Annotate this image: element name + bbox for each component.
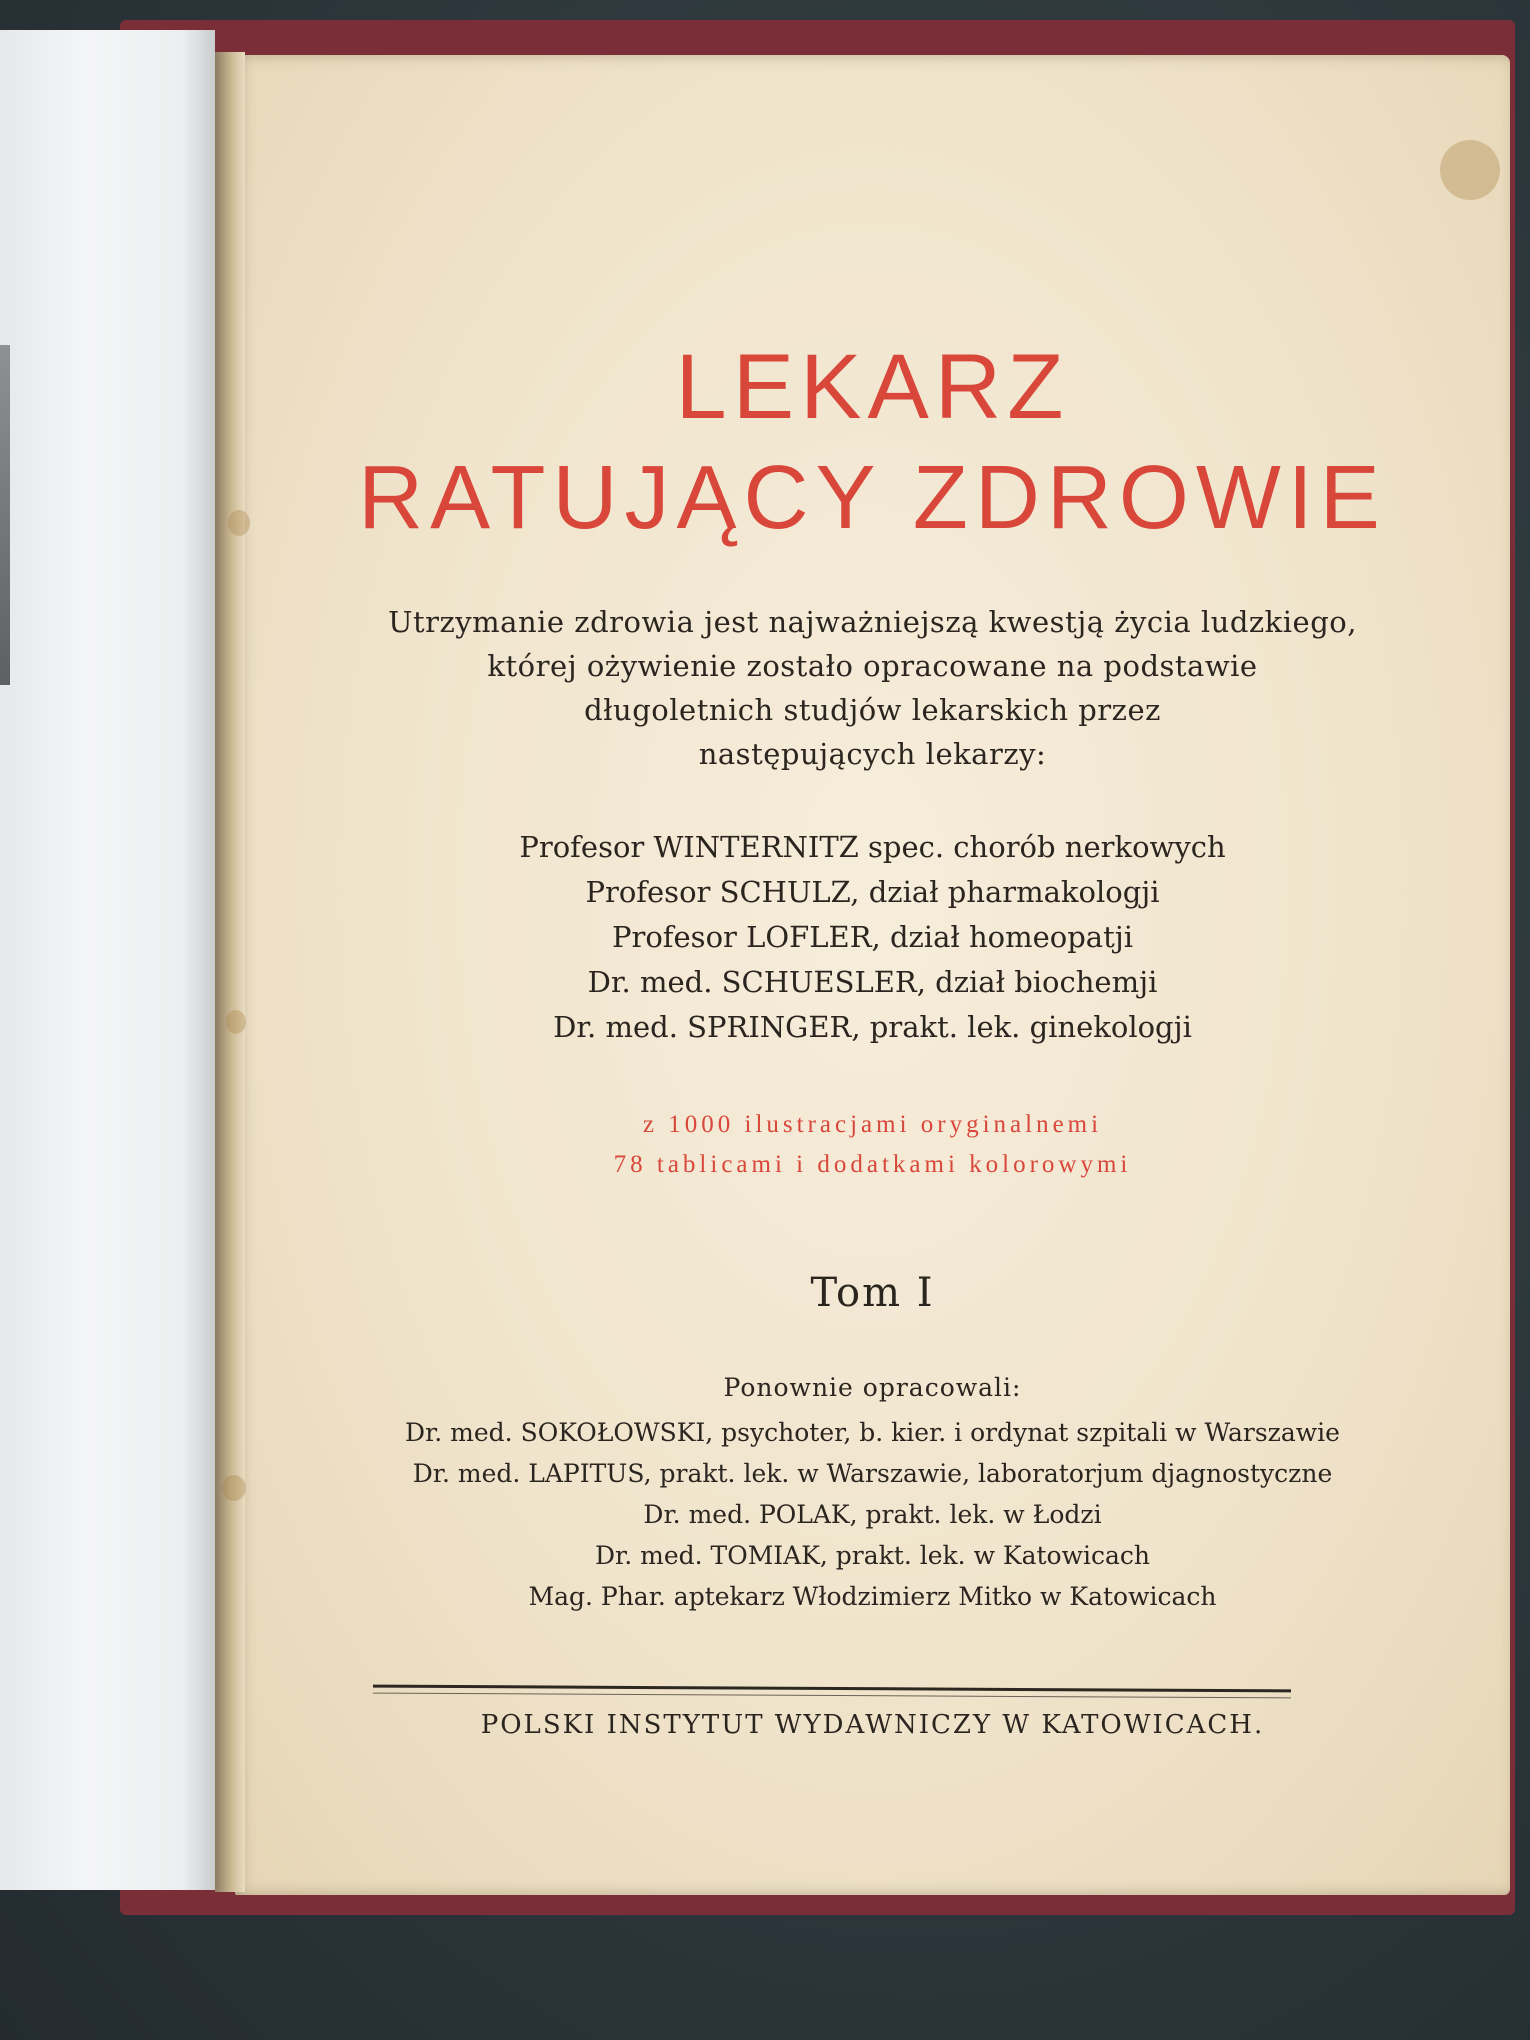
left-blank-page [0, 30, 215, 1890]
intro-line: następujących lekarzy: [698, 737, 1047, 771]
intro-line: której ożywienie zostało opracowane na podstawie [487, 649, 1258, 683]
book-title-line-1: LEKARZ [675, 336, 1070, 438]
book-title-line-2: RATUJĄCY ZDROWIE [358, 448, 1387, 548]
editor-line: Mag. Phar. aptekarz Włodzimierz Mitko w Katowicach [528, 1582, 1217, 1611]
intro-line: Utrzymanie zdrowia jest najważniejszą kwestją życia ludzkiego, [388, 605, 1357, 639]
intro-paragraph [355, 600, 1390, 776]
illustrations-line: 78 tablicami i dodatkami kolorowymi [613, 1151, 1132, 1178]
editor-line: Dr. med. SOKOŁOWSKI, psychoter, b. kier. i ordynat szpitali w Warszawie [405, 1418, 1340, 1447]
left-plate-edge [0, 345, 10, 685]
author-line: Dr. med. SCHUESLER, dział biochemji [587, 965, 1158, 999]
volume-label: Tom I [810, 1270, 935, 1316]
editor-line: Dr. med. LAPITUS, prakt. lek. w Warszawie, laboratorjum djagnostyczne [412, 1459, 1333, 1488]
authors-list [355, 825, 1390, 1050]
editors-list [315, 1412, 1430, 1617]
publisher-rule-thick [373, 1685, 1291, 1693]
editor-line: Dr. med. TOMIAK, prakt. lek. w Katowicach [594, 1541, 1151, 1570]
reedited-heading: Ponownie opracowali: [723, 1373, 1022, 1402]
publisher-rule-thin [373, 1693, 1291, 1699]
intro-line: długoletnich studjów lekarskich przez [584, 693, 1161, 727]
editor-line: Dr. med. POLAK, prakt. lek. w Łodzi [643, 1500, 1102, 1529]
author-line: Profesor SCHULZ, dział pharmakologji [585, 875, 1160, 909]
illustrations-line: z 1000 ilustracjami oryginalnemi [642, 1111, 1103, 1138]
publisher-imprint: POLSKI INSTYTUT WYDAWNICZY W KATOWICACH. [480, 1710, 1265, 1740]
author-line: Dr. med. SPRINGER, prakt. lek. ginekologji [553, 1010, 1192, 1044]
author-line: Profesor WINTERNITZ spec. chorób nerkowych [519, 830, 1226, 864]
author-line: Profesor LOFLER, dział homeopatji [611, 920, 1134, 954]
illustrations-note [355, 1105, 1390, 1185]
title-page-text [235, 55, 1510, 1895]
